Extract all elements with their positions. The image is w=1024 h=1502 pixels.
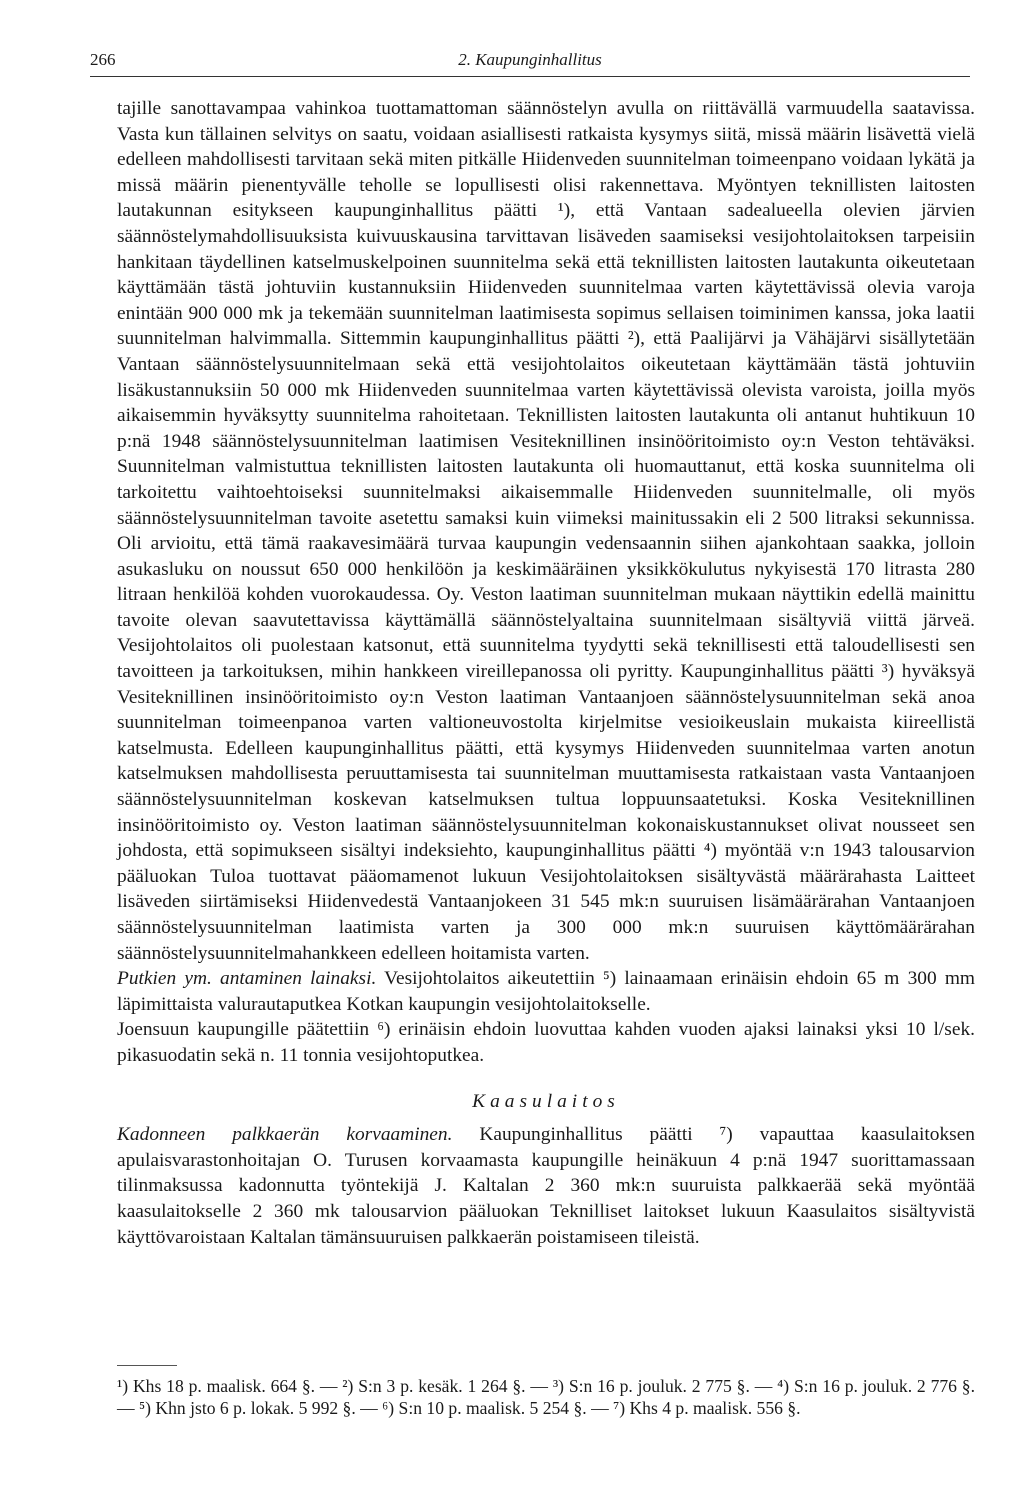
paragraph-kaasulaitos — [117, 1122, 975, 1250]
footnotes — [117, 1375, 975, 1419]
footnote-text: ¹) Khs 18 p. maalisk. 664 §. — ²) S:n 3 p. kesäk. 1 264 §. — ³) S:n 16 p. jouluk. 2 775 §. — ⁴) S:n 16 p. jouluk. 2 776 §. — ⁵) Khn jsto 6 p. lokak. 5 992 §. — ⁶) S:n 10 p. maalisk. 5 254 §. — ⁷) Khs 4 p. maalisk. 556 §. — [117, 1376, 975, 1418]
page-number: 266 — [90, 50, 116, 69]
section-title: 2. Kaupunginhallitus — [458, 50, 602, 69]
paragraph-joensuu: Joensuun kaupungille päätettiin ⁶) erinäisin ehdoin luovuttaa kahden vuoden ajaksi lainaksi yksi 10 l/sek. pikasuodatin sekä n. 11 tonnia vesijohtoputkea. — [117, 1019, 975, 1066]
footnote-rule — [117, 1365, 177, 1366]
paragraph-putkien — [117, 966, 975, 1017]
paragraph-main: tajille sanottavampaa vahinkoa tuottamattoman säännöstelyn avulla on riittävällä varmuudella saatavissa. Vasta kun tällainen selvitys on saatu, voidaan asiallisesti ratkaista kysymys siitä, missä määrin lisävettä vielä edelleen mahdollisesti tarvitaan sekä miten pitkälle Hiidenveden suunnitelman toimeenpano voidaan lykätä ja missä määrin pienentyvälle teholle se lopullisesti olisi rakennettava. Myöntyen teknillisten laitosten lautakunnan esitykseen kaupunginhallitus päätti ¹), että Vantaan sadealueella olevien järvien säännöstelymahdollisuuksista kuivuuskausina tarvittavan lisäveden saamiseksi vesijohtolaitoksen tarpeisiin hankitaan täydellinen katselmuskelpoinen suunnitelma sekä että teknillisten laitosten lautakunta oikeutetaan käyttämään tästä johtuviin kustannuksiin Hiidenveden suunnitelmaa varten käytettävissä olevia varoja enintään 900 000 mk ja tekemään suunnitelman laatimisesta sopimus sellaisen toiminimen kanssa, joka laatii suunnitelman halvimmalla. Sittemmin kaupunginhallitus päätti ²), että Paalijärvi ja Vähäjärvi sisällytetään Vantaan säännöstelysuunnitelmaan sekä että vesijohtolaitos oikeutetaan käyttämään tästä johtuviin lisäkustannuksiin 50 000 mk Hiidenveden suunnitelmaa varten käytettävissä olevista varoista, joilla myös aikaisemmin hyväksytty suunnitelma rahoitetaan. Teknillisten laitosten lautakunta oli antanut huhtikuun 10 p:nä 1948 säännöstelysuunnitelman laatimisen Vesiteknillinen insinööritoimisto oy:n Veston tehtäväksi. Suunnitelman valmistuttua teknillisten laitosten lautakunta oli huomauttanut, että koska suunnitelma oli tarkoitettu vaihtoehtoiseksi suunnitelmaksi aikaisemmalle Hiidenveden suunnitelmalle, oli myös säännöstelysuunnitelman tavoite asetettu samaksi kuin viimeksi mainitussakin eli 2 500 litraksi sekunnissa. Oli arvioitu, että tämä raakavesimäärä turvaa kaupungin vedensaannin siihen ajankohtaan saakka, jolloin asukasluku on noussut 650 000 henkilöön ja keskimääräinen yksikkökulutus nykyisestä 170 litrasta 280 litraan henkilöä kohden vuorokaudessa. Oy. Veston laatiman suunnitelman mukaan näyttikin edellä mainittu tavoite olevan saavutettavissa käyttämällä säännöstelyaltaina suunnitelmaan sisältyviä viittä järveä. Vesijohtolaitos oli puolestaan katsonut, että suunnitelma tyydytti sekä teknillisesti että taloudellisesti sen tavoitteen ja tarkoituksen, mihin hankkeen vireillepanossa oli pyritty. Kaupunginhallitus päätti ³) hyväksyä Vesiteknillinen insinööritoimisto oy:n Veston laatiman Vantaanjoen säännöstelysuunnitelman sekä anoa suunnitelman toimeenpanoa varten valtioneuvostolta kirjelmitse vesioikeuslain mukaista kiireellistä katselmusta. Edelleen kaupunginhallitus päätti, että kysymys Hiidenveden suunnitelmaa varten anotun katselmuksen mahdollisesta peruuttamisesta tai suunnitelman muuttamisesta ratkaistaan vasta Vantaanjoen säännöstelysuunnitelman koskevan katselmuksen tultua loppuunsaatetuksi. Koska Vesiteknillinen insinööritoimisto oy. Veston laatiman säännöstelysuunnitelman kokonaiskustannukset olivat nousseet sen johdosta, että sopimukseen sisältyi indeksiehto, kaupunginhallitus päätti ⁴) myöntää v:n 1943 talousarvion pääluokan Tuloa tuottavat pääomamenot lukuun Vesijohtolaitoksen sisältyvästä määrärahasta Laitteet lisäveden siirtämiseksi Hiidenvedestä Vantaanjokeen 31 545 mk:n suuruisen lisämäärärahan Vantaanjoen säännöstelysuunnitelman laatimista varten ja 300 000 mk:n suuruisen käyttömäärärahan säännöstelysuunnitelmahankkeen edelleen hoitamista varten. — [117, 98, 975, 964]
kaasulaitos-text: Kaupunginhallitus päätti ⁷) vapauttaa kaasulaitoksen apulaisvarastonhoitajan O. Turusen korvaamasta kaupungille heinäkuun 4 p:nä 1947 suorittamassaan tilinmaksussa kadonnutta työntekijä J. Kaltalan 2 360 mk:n suuruista palkkaerää sekä myöntää kaasulaitokselle 2 360 mk talousarvion pääluokan Teknilliset laitokset lukuun Kaasulaitos sisältyvistä käyttövaroistaan Kaltalan tämänsuuruisen palkkaerän poistamiseen tileistä. — [117, 1124, 975, 1248]
body-text — [117, 96, 975, 1250]
putkien-heading: Putkien ym. antaminen lainaksi. — [117, 968, 377, 990]
putkien-text: Vesijohtolaitos aikeutettiin ⁵) lainaamaan erinäisin ehdoin 65 m 300 mm läpimittaista valurautaputkea Kotkan kaupungin vesijohtolaitokselle. — [117, 968, 975, 1015]
kaasulaitos-title: Kaasulaitos — [472, 1090, 620, 1112]
kaasulaitos-heading: Kadonneen palkkaerän korvaaminen. — [117, 1124, 453, 1146]
running-header — [90, 50, 970, 74]
header-rule — [90, 76, 970, 77]
